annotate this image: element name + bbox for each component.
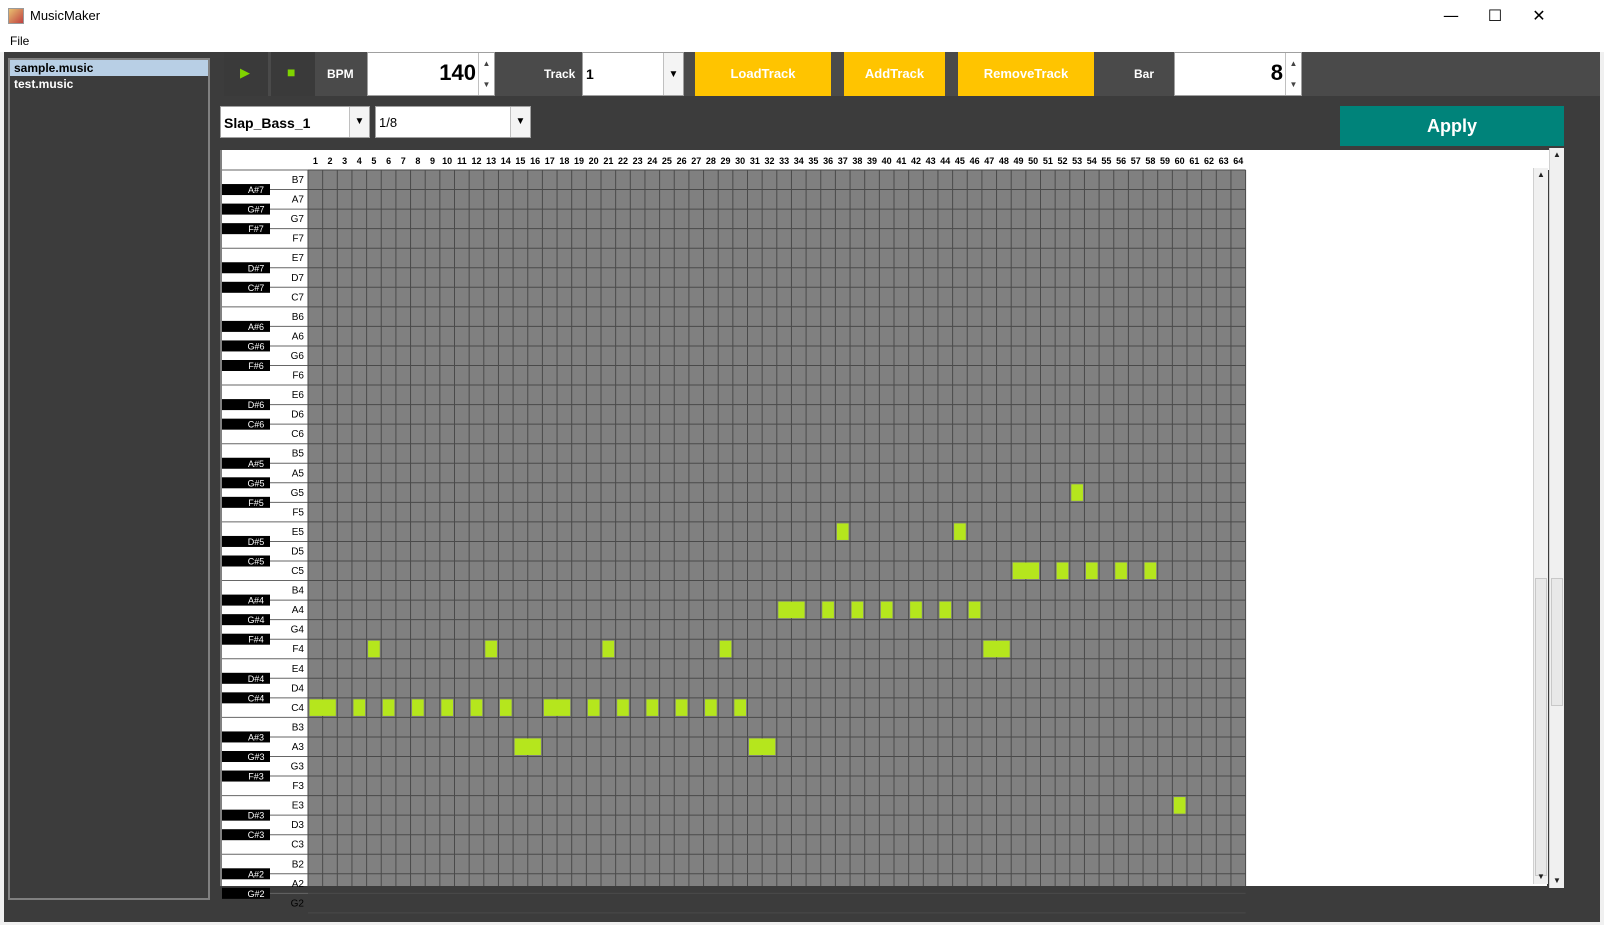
black-key-label: C#3 [247,830,265,841]
chevron-down-icon[interactable]: ▼ [663,53,683,95]
note[interactable] [544,699,570,716]
white-key-label: B6 [291,311,304,323]
note[interactable] [1145,563,1157,580]
column-number: 6 [386,156,392,166]
black-key-label: F#4 [248,634,264,645]
white-key-label: C7 [291,292,304,304]
black-key-label: D#5 [247,536,265,547]
black-key-label: C#6 [247,419,265,430]
black-key-label: D#4 [247,673,265,684]
white-key-label: A4 [291,605,304,617]
white-key-label: F7 [292,233,304,245]
column-number: 33 [779,156,790,166]
column-number: 45 [954,156,965,166]
white-key-label: E4 [291,663,304,675]
bar-label: Bar [1134,67,1155,81]
white-key-label: E5 [291,526,304,538]
black-key-label: A#5 [247,458,265,469]
stop-button[interactable] [271,52,315,96]
black-key-label: F#3 [248,771,264,782]
instrument-select[interactable] [220,106,370,138]
black-key-label: C#5 [247,556,265,567]
close-button[interactable]: ✕ [1532,6,1546,25]
column-number: 18 [559,156,570,166]
black-key-label: F#6 [248,361,264,371]
white-key-label: C3 [291,839,304,851]
white-key-label: A7 [291,194,304,206]
white-key-label: F6 [292,370,304,382]
file-item[interactable]: test.music [14,77,74,91]
white-key-label: G7 [290,214,304,226]
load-track-button[interactable]: LoadTrack [695,52,831,96]
column-number: 59 [1160,156,1171,166]
apply-button[interactable]: Apply [1340,106,1564,146]
note[interactable] [749,738,775,755]
column-number: 3 [342,156,348,166]
note-length-value: 1/8 [379,115,398,130]
column-number: 11 [457,156,467,166]
main-content [4,52,1600,922]
note[interactable] [910,602,922,619]
note[interactable] [588,699,600,716]
column-number: 19 [574,156,585,166]
white-key-label: C4 [291,702,304,714]
column-number: 29 [720,156,731,166]
column-number: 36 [823,156,834,166]
note[interactable] [837,523,849,540]
note[interactable] [441,699,453,716]
white-key-label: A3 [291,741,304,753]
white-key-label: D6 [291,409,304,421]
column-number: 2 [327,156,333,166]
note[interactable] [881,602,893,619]
column-number: 5 [371,156,377,166]
column-number: 4 [356,156,362,166]
note[interactable] [1057,563,1069,580]
note[interactable] [1086,563,1098,580]
minimize-button[interactable]: — [1443,6,1459,25]
chevron-down-icon[interactable]: ▼ [349,107,369,137]
remove-track-button[interactable]: RemoveTrack [958,52,1094,96]
roll-scrollbar[interactable] [1533,168,1548,884]
black-key-label: D#7 [247,263,265,274]
note[interactable] [412,699,424,716]
black-key-label: A#6 [247,321,265,332]
white-key-label: E7 [291,253,304,265]
column-number: 23 [632,156,643,166]
column-number: 9 [430,156,436,166]
note[interactable] [969,602,981,619]
white-key-label: E3 [291,800,304,812]
window-title: MusicMaker [30,8,101,23]
column-number: 40 [881,156,892,166]
add-track-button[interactable]: AddTrack [844,52,945,96]
white-key-label: F4 [292,644,304,656]
white-key-label: D3 [291,820,304,832]
play-button[interactable] [224,52,268,96]
bar-spinner[interactable] [1174,52,1302,96]
note[interactable] [983,641,1009,658]
note[interactable] [720,641,732,658]
white-key-label: B4 [291,585,304,597]
note[interactable] [646,699,658,716]
column-number: 15 [515,156,526,166]
column-number: 54 [1086,156,1097,166]
column-number: 41 [896,156,907,166]
white-key-label: G2 [290,898,304,910]
black-key-label: G#2 [247,888,265,899]
column-number: 8 [415,156,421,166]
column-number: 62 [1203,156,1214,166]
play-icon: ▶ [240,65,250,80]
black-key-label: F#5 [248,497,264,508]
column-number: 20 [588,156,599,166]
note-grid[interactable] [308,150,1549,886]
black-key-label: C#4 [247,693,265,704]
maximize-button[interactable]: ☐ [1487,6,1503,25]
column-number: 53 [1072,156,1083,166]
title-bar [0,0,1604,32]
column-number: 48 [998,156,1009,166]
spin-up-icon[interactable]: ▲ [1289,59,1298,68]
spin-up-icon[interactable]: ▲ [482,59,491,68]
column-number: 24 [647,156,658,166]
black-key-label: G#7 [247,204,265,215]
column-number: 22 [617,156,628,166]
note[interactable] [383,699,395,716]
scroll-down-icon[interactable]: ▼ [1553,876,1561,885]
note[interactable] [500,699,512,716]
bpm-value: 140 [439,60,476,85]
column-number: 7 [400,156,406,166]
column-number: 34 [793,156,804,166]
white-key-label: A6 [291,331,304,343]
column-number: 13 [486,156,497,166]
white-key-label: B7 [291,175,304,186]
white-key-label: A5 [291,468,304,480]
white-key-label: F3 [292,781,304,793]
stop-icon: ■ [287,64,296,80]
column-number: 42 [910,156,921,166]
note[interactable] [1115,563,1127,580]
black-key-label: G#4 [247,615,265,626]
note[interactable] [1071,484,1083,501]
white-key-label: A2 [291,878,304,890]
column-number: 58 [1145,156,1156,166]
note[interactable] [603,641,615,658]
scroll-down-icon[interactable]: ▼ [1537,872,1545,881]
note[interactable] [1013,563,1039,580]
black-key-label: G#5 [247,478,265,489]
outer-scrollbar[interactable] [1549,148,1564,888]
note[interactable] [515,738,541,755]
column-number: 37 [837,156,848,166]
note-length-select[interactable] [375,106,531,138]
column-number: 52 [1057,156,1068,166]
toolbar [224,52,1600,96]
column-number: 27 [691,156,702,166]
white-key-label: G6 [290,350,304,362]
menu-bar [0,32,1604,52]
note[interactable] [471,699,483,716]
column-number: 49 [1013,156,1024,166]
piano-roll [220,150,1547,910]
white-key-label: G3 [290,761,304,773]
note[interactable] [353,699,365,716]
column-number: 38 [852,156,863,166]
column-number: 31 [749,156,760,166]
column-number: 30 [735,156,746,166]
note[interactable] [705,699,717,716]
column-number: 63 [1218,156,1229,166]
white-key-label: D4 [291,683,304,695]
menu-file[interactable]: File [10,34,30,48]
column-number: 1 [312,156,318,166]
bpm-label: BPM [327,67,354,81]
scroll-thumb[interactable] [1535,578,1547,876]
black-key-label: A#7 [247,185,265,196]
column-number: 43 [925,156,936,166]
note[interactable] [485,641,497,658]
white-key-label: B5 [291,448,304,460]
bpm-spinner[interactable] [367,52,495,96]
white-key-label: D7 [291,272,304,284]
white-key-label: G4 [290,624,304,636]
white-key-label: B2 [291,859,304,871]
black-key-label: C#7 [247,282,265,293]
black-key-label: G#3 [247,752,265,762]
black-key-label: D#3 [247,810,265,821]
column-number: 46 [969,156,980,166]
column-number: 47 [984,156,995,166]
column-number: 10 [442,156,453,166]
column-number: 51 [1042,156,1053,166]
black-key-label: A#4 [247,595,265,606]
track-value: 1 [586,66,594,82]
white-key-label: F5 [292,507,304,519]
column-number: 57 [1130,156,1141,166]
instrument-value: Slap_Bass_1 [224,115,311,131]
black-key-label: F#7 [248,224,264,235]
black-key-label: A#3 [247,732,265,743]
scroll-up-icon[interactable]: ▲ [1553,150,1561,159]
track-select[interactable] [582,52,684,96]
column-number: 12 [471,156,482,166]
scroll-up-icon[interactable]: ▲ [1537,170,1545,179]
column-number: 60 [1174,156,1185,166]
note[interactable] [822,602,834,619]
column-number: 56 [1116,156,1127,166]
column-number: 35 [808,156,819,166]
column-number: 21 [603,156,614,166]
white-key-label: E6 [291,390,304,402]
note[interactable] [778,602,804,619]
column-number: 25 [661,156,672,166]
track-label: Track [544,67,576,81]
note[interactable] [852,602,864,619]
column-number: 44 [940,156,951,166]
column-number: 14 [500,156,511,166]
file-item[interactable]: sample.music [10,60,208,76]
scroll-thumb[interactable] [1551,578,1563,706]
note[interactable] [617,699,629,716]
column-number: 26 [676,156,687,166]
column-number: 61 [1189,156,1200,166]
black-key-label: A#2 [247,869,265,880]
column-number: 55 [1101,156,1112,166]
column-number: 39 [867,156,878,166]
note[interactable] [1174,797,1186,814]
white-key-label: C6 [291,429,304,441]
note[interactable] [939,602,951,619]
note[interactable] [310,699,336,716]
piano-keys [222,150,308,910]
black-key-label: G#6 [247,341,265,352]
column-number: 50 [1028,156,1039,166]
black-key-label: D#6 [247,400,265,411]
spin-down-icon[interactable]: ▼ [1289,80,1298,89]
note[interactable] [368,641,380,658]
chevron-down-icon[interactable]: ▼ [510,107,530,137]
note[interactable] [676,699,688,716]
white-key-label: G5 [290,487,304,499]
white-key-label: D5 [291,546,304,558]
app-icon [8,8,24,24]
column-number: 28 [705,156,716,166]
note[interactable] [734,699,746,716]
note[interactable] [954,523,966,540]
white-key-label: B3 [291,722,304,734]
white-key-label: C5 [291,566,304,577]
column-number: 16 [530,156,541,166]
file-list[interactable] [8,58,210,900]
column-number: 32 [764,156,775,166]
spin-down-icon[interactable]: ▼ [482,80,491,89]
column-number: 17 [544,156,555,166]
bar-value: 8 [1270,60,1283,85]
column-number: 64 [1233,156,1244,166]
